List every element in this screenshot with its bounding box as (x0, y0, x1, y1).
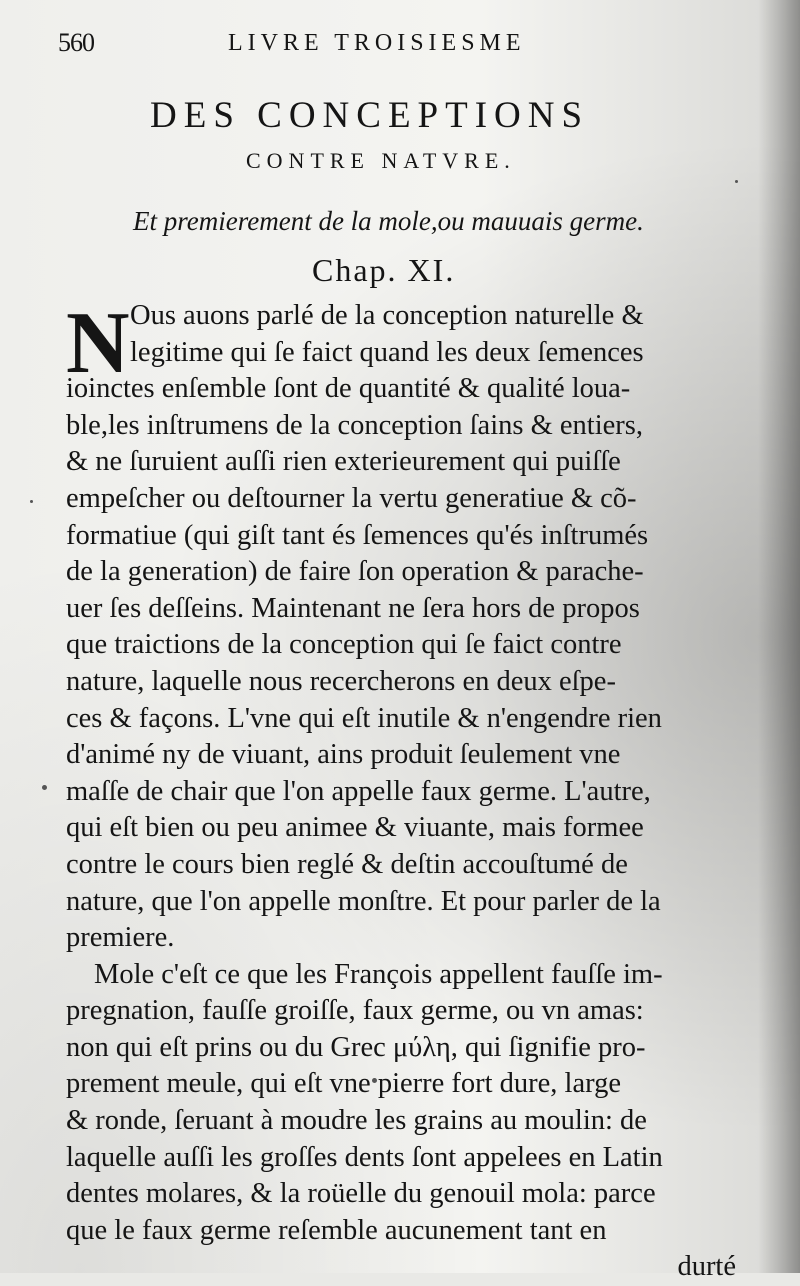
text-line: premiere. (66, 922, 175, 954)
text-line: laquelle auſſi les groſſes dents ſont appelees en Latin (66, 1141, 663, 1173)
section-title: DES CONCEPTIONS (150, 95, 590, 136)
text-line: que traictions de la conception qui ſe faict contre (66, 629, 622, 661)
text-line: pregnation, fauſſe groiſſe, faux germe, ou vn amas: (66, 995, 644, 1027)
text-line: & ronde, ſeruant à moudre les grains au moulin: de (66, 1105, 647, 1137)
text-line: nature, laquelle nous recercherons en deux eſpe- (66, 665, 616, 697)
text-line: Ous auons parlé de la conception naturelle & (130, 300, 644, 331)
italic-heading: Et premierement de la mole,ou mauuais germe. (133, 206, 644, 236)
text-line: & ne ſuruient auſſi rien exterieurement qui puiſſe (66, 446, 621, 478)
text-line: maſſe de chair que l'on appelle faux germe. L'autre, (66, 775, 651, 807)
section-subtitle: CONTRE NATVRE. (246, 148, 516, 173)
text-line: de la generation) de faire ſon operation & parache- (66, 556, 644, 588)
text-line: empeſcher ou deſtourner la vertu generatiue & cõ- (66, 482, 637, 514)
text-line: que le faux germe reſemble aucunement tant en (66, 1214, 607, 1246)
running-title: LIVRE TROISIESME (228, 30, 526, 56)
text-line: legitime qui ſe faict quand les deux ſemences (130, 336, 644, 368)
page-number: 560 (58, 28, 94, 57)
text-line: qui eſt bien ou peu animee & viuante, mais formee (66, 812, 644, 844)
text-line: uer ſes deſſeins. Maintenant ne ſera hors de propos (66, 592, 640, 624)
running-head (58, 28, 738, 62)
text-line: d'animé ny de viuant, ains produit ſeulement vne (66, 739, 621, 771)
body-text (66, 295, 766, 1286)
text-line: formatiue (qui giſt tant és ſemences qu'és inſtrumés (66, 519, 649, 551)
chapter-heading: Chap. XI. (312, 252, 456, 288)
text-line: ioinctes enſemble ſont de quantité & qualité loua- (66, 373, 631, 405)
text-line: Mole c'eſt ce que les François appellent fauſſe im- (94, 958, 663, 990)
text-line: ces & façons. L'vne qui eſt inutile & n'engendre rien (66, 702, 662, 734)
catchword: durté (677, 1251, 736, 1283)
text-line: nature, que l'on appelle monſtre. Et pour parler de la (66, 885, 661, 917)
text-line: non qui eſt prins ou du Grec μύλη, qui ſignifie pro- (66, 1031, 646, 1063)
text-line: ble,les inſtrumens de la conception ſains & entiers, (66, 409, 643, 441)
text-line: dentes molares, & la roüelle du genouil mola: parce (66, 1178, 656, 1210)
text-line: prement meule, qui eſt vne pierre fort dure, large (66, 1068, 621, 1100)
drop-cap: N (66, 295, 130, 392)
text-line: contre le cours bien reglé & deſtin accouſtumé de (66, 848, 628, 880)
